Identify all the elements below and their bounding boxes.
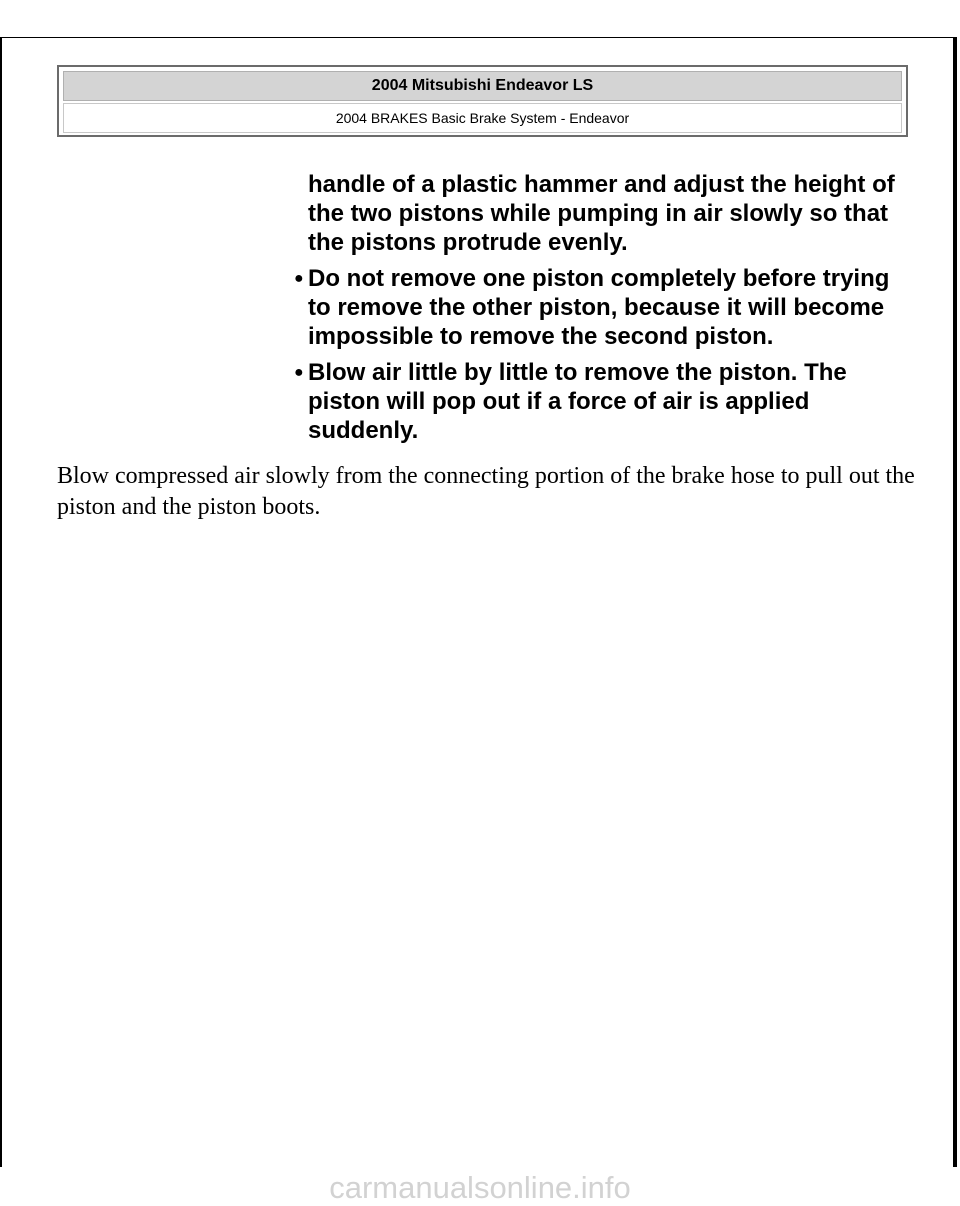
bullet-icon: ●	[294, 364, 304, 381]
watermark[interactable]: carmanualsonline.info	[329, 1170, 631, 1205]
caution-item-text: Blow air little by little to remove the piston. The piston will pop out if a force of air is applied suddenly.	[308, 359, 847, 444]
header-title: 2004 Mitsubishi Endeavor LS	[63, 71, 902, 101]
document-header	[57, 65, 908, 137]
bullet-icon: ●	[294, 270, 304, 287]
caution-item	[274, 264, 914, 351]
caution-item	[274, 358, 914, 445]
caution-item-text: Do not remove one piston completely before trying to remove the other piston, because it will become impossible to remove the second piston.	[308, 265, 890, 350]
caution-list	[274, 264, 914, 445]
caution-block	[274, 170, 914, 452]
header-subtitle: 2004 BRAKES Basic Brake System - Endeavor	[63, 103, 902, 133]
continued-note: handle of a plastic hammer and adjust the height of the two pistons while pumping in air slowly so that the pistons protrude evenly.	[308, 171, 895, 256]
procedure-text: Blow compressed air slowly from the connecting portion of the brake hose to pull out the piston and the piston boots.	[57, 463, 915, 520]
